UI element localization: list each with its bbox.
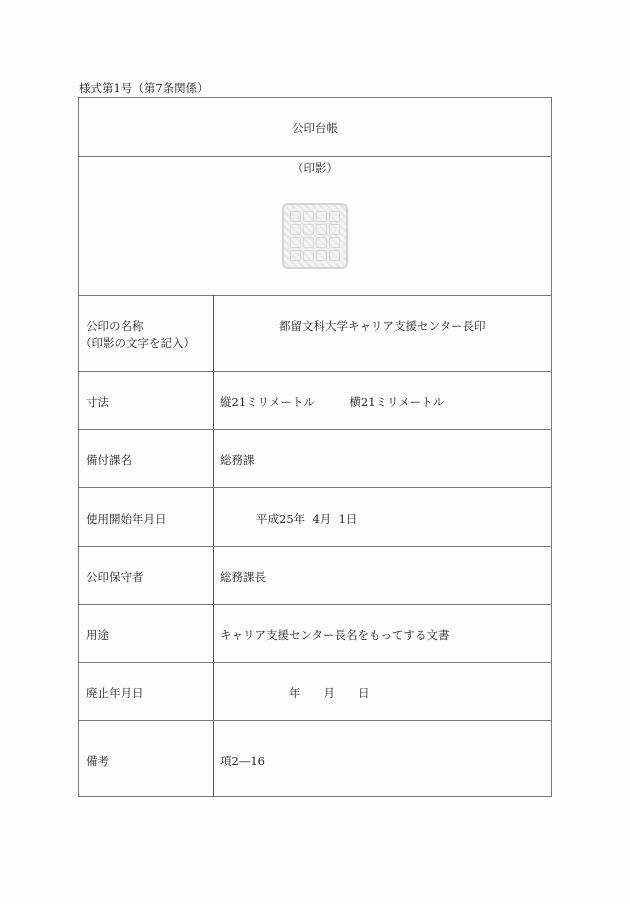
divider bbox=[79, 546, 551, 547]
row-label-purpose: 用途 bbox=[86, 628, 109, 642]
row-value-start-date: 平成25年 4月 1日 bbox=[256, 512, 358, 526]
divider bbox=[79, 156, 551, 157]
row-label-size: 寸法 bbox=[86, 395, 109, 409]
divider bbox=[79, 604, 551, 605]
row-label-remarks: 備考 bbox=[86, 754, 109, 768]
row-value-custodian: 総務課長 bbox=[220, 570, 266, 584]
form-number: 様式第1号（第7条関係） bbox=[79, 81, 209, 95]
row-label-seal-name: 公印の名称 bbox=[86, 319, 144, 333]
row-value-abolition-date: 年 月 日 bbox=[289, 686, 370, 700]
divider bbox=[79, 720, 551, 721]
divider bbox=[79, 662, 551, 663]
row-label-department: 備付課名 bbox=[86, 453, 132, 467]
seal-register-table bbox=[78, 97, 552, 797]
divider bbox=[79, 487, 551, 488]
divider bbox=[79, 371, 551, 372]
row-label-seal-name-sub: （印影の文字を記入） bbox=[80, 336, 195, 350]
divider bbox=[79, 295, 551, 296]
row-label-custodian: 公印保守者 bbox=[86, 570, 144, 584]
row-value-size: 縦21ミリメートル 横21ミリメートル bbox=[220, 395, 445, 409]
row-label-abolition-date: 廃止年月日 bbox=[86, 686, 144, 700]
row-label-start-date: 使用開始年月日 bbox=[86, 512, 167, 526]
row-value-seal-name: 都留文科大学キャリア支援センター長印 bbox=[279, 319, 486, 333]
divider bbox=[79, 429, 551, 430]
row-value-remarks: 項2―16 bbox=[220, 754, 265, 768]
seal-caption: （印影） bbox=[292, 161, 338, 175]
row-value-department: 総務課 bbox=[220, 453, 255, 467]
seal-impression-image bbox=[282, 203, 348, 269]
row-value-purpose: キャリア支援センター長名をもってする文書 bbox=[220, 628, 450, 642]
document-title: 公印台帳 bbox=[292, 121, 338, 135]
